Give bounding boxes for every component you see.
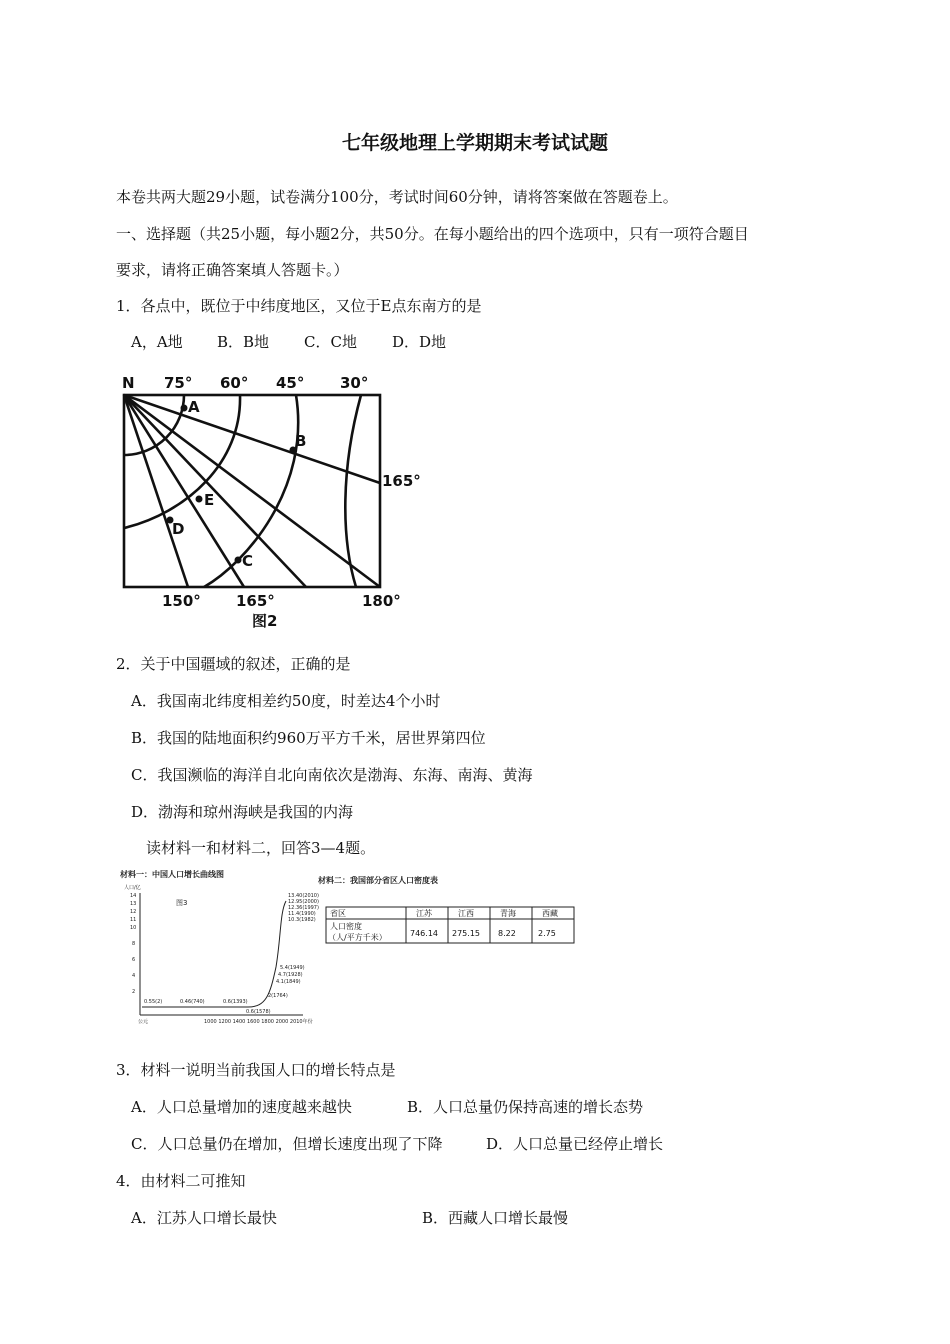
q1-stem: 1．各点中，既位于中纬度地区，又位于E点东南方的是 [116, 297, 482, 315]
table-header-jiangsu: 江苏 [416, 909, 432, 918]
q2-option-c: C．我国濒临的海洋自北向南依次是渤海、东海、南海、黄海 [131, 766, 533, 784]
label-30: 30° [340, 374, 369, 392]
q1-option-a: A，A地 [131, 333, 183, 351]
point-a: A [188, 398, 200, 416]
x-axis-label: 公元 [138, 1019, 149, 1025]
ytick-14: 14 [130, 893, 137, 899]
q1-option-d: D．D地 [392, 333, 447, 351]
figure-2-grid-diagram [116, 368, 426, 638]
table-row-label-1: 人口密度 [330, 922, 362, 931]
label-60: 60° [220, 374, 249, 392]
label-165-bottom: 165° [236, 592, 275, 610]
q3-option-b: B．人口总量仍保持高速的增长态势 [407, 1098, 644, 1116]
annot-6: 5.4(1949) [280, 965, 305, 971]
intro-text: 本卷共两大题29小题，试卷满分100分，考试时间60分钟，请将答案做在答题卷上。 [116, 188, 678, 206]
q2-option-a: A．我国南北纬度相差约50度，时差达4个小时 [131, 692, 441, 710]
q2-stem: 2．关于中国疆域的叙述，正确的是 [116, 655, 351, 673]
annot-8: 4.1(1849) [276, 979, 301, 985]
annot-11: 0.6(1393) [223, 999, 248, 1005]
label-45: 45° [276, 374, 305, 392]
point-e: E [204, 491, 215, 509]
annot-5: 10.3(1982) [288, 917, 316, 923]
density-jiangxi: 275.15 [452, 929, 480, 938]
q2-option-b: B．我国的陆地面积约960万平方千米，居世界第四位 [131, 729, 486, 747]
q3-option-c: C．人口总量仍在增加，但增长速度出现了下降 [131, 1135, 443, 1153]
annot-10: 0.6(1578) [246, 1009, 271, 1015]
ytick-4: 4 [132, 973, 136, 979]
ytick-8: 8 [132, 941, 136, 947]
table-header-jiangxi: 江西 [458, 909, 474, 918]
material1-title: 材料一：中国人口增长曲线图 [120, 870, 224, 879]
density-xizang: 2.75 [538, 929, 556, 938]
q4-option-b: B．西藏人口增长最慢 [422, 1209, 569, 1227]
ytick-10: 10 [130, 925, 137, 931]
q1-option-b: B．B地 [217, 333, 270, 351]
annot-1: 13.40(2010) [288, 893, 319, 899]
material1-unit: 人口/亿 [124, 885, 141, 891]
annot-7: 4.7(1928) [278, 972, 303, 978]
q4-stem: 4．由材料二可推知 [116, 1172, 246, 1190]
table-header-qinghai: 青海 [500, 909, 516, 918]
ytick-11: 11 [130, 917, 137, 923]
label-180: 180° [362, 592, 401, 610]
annot-4: 11.4(1990) [288, 911, 316, 917]
q3-option-a: A．人口总量增加的速度越来越快 [131, 1098, 352, 1116]
section1-line2: 要求，请将正确答案填人答题卡。） [116, 261, 349, 279]
label-75: 75° [164, 374, 193, 392]
annot-9: 2(1764) [268, 993, 288, 999]
annot-12: 0.46(740) [180, 999, 205, 1005]
density-jiangsu: 746.14 [410, 929, 438, 938]
label-n: N [122, 374, 135, 392]
table-row-label-2: （人/平方千米） [328, 933, 387, 942]
ytick-13: 13 [130, 901, 137, 907]
q4-option-a: A．江苏人口增长最快 [131, 1209, 277, 1227]
reading-instruction: 读材料一和材料二，回答3—4题。 [146, 839, 376, 857]
section1-line1: 一、选择题（共25小题，每小题2分，共50分。在每小题给出的四个选项中，只有一项符合题目 [116, 225, 749, 243]
q3-stem: 3．材料一说明当前我国人口的增长特点是 [116, 1061, 396, 1079]
density-qinghai: 8.22 [498, 929, 516, 938]
annot-13: 0.55(2) [144, 999, 163, 1005]
point-c: C [242, 552, 254, 570]
label-150: 150° [162, 592, 201, 610]
x-axis-ticks: 1000 1200 1400 1600 1800 2000 2010年份 [204, 1019, 313, 1025]
ytick-2: 2 [132, 989, 136, 995]
point-d: D [172, 520, 185, 538]
annot-2: 12.95(2000) [288, 899, 319, 905]
label-165-right: 165° [382, 472, 421, 490]
page-title: 七年级地理上学期期末考试试题 [341, 132, 608, 154]
ytick-12: 12 [130, 909, 137, 915]
q3-option-d: D．人口总量已经停止增长 [486, 1135, 664, 1153]
figure-caption: 图2 [252, 612, 278, 630]
material2-title: 材料二：我国部分省区人口密度表 [318, 876, 438, 885]
materials-figure [118, 867, 588, 1027]
table-header-province: 省区 [330, 909, 346, 918]
annot-3: 12.36(1997) [288, 905, 319, 911]
q2-option-d: D．渤海和琼州海峡是我国的内海 [131, 803, 354, 821]
table-header-xizang: 西藏 [542, 909, 558, 918]
point-b: B [295, 432, 307, 450]
material1-fig: 图3 [176, 899, 188, 907]
ytick-6: 6 [132, 957, 136, 963]
q1-option-c: C．C地 [304, 333, 357, 351]
